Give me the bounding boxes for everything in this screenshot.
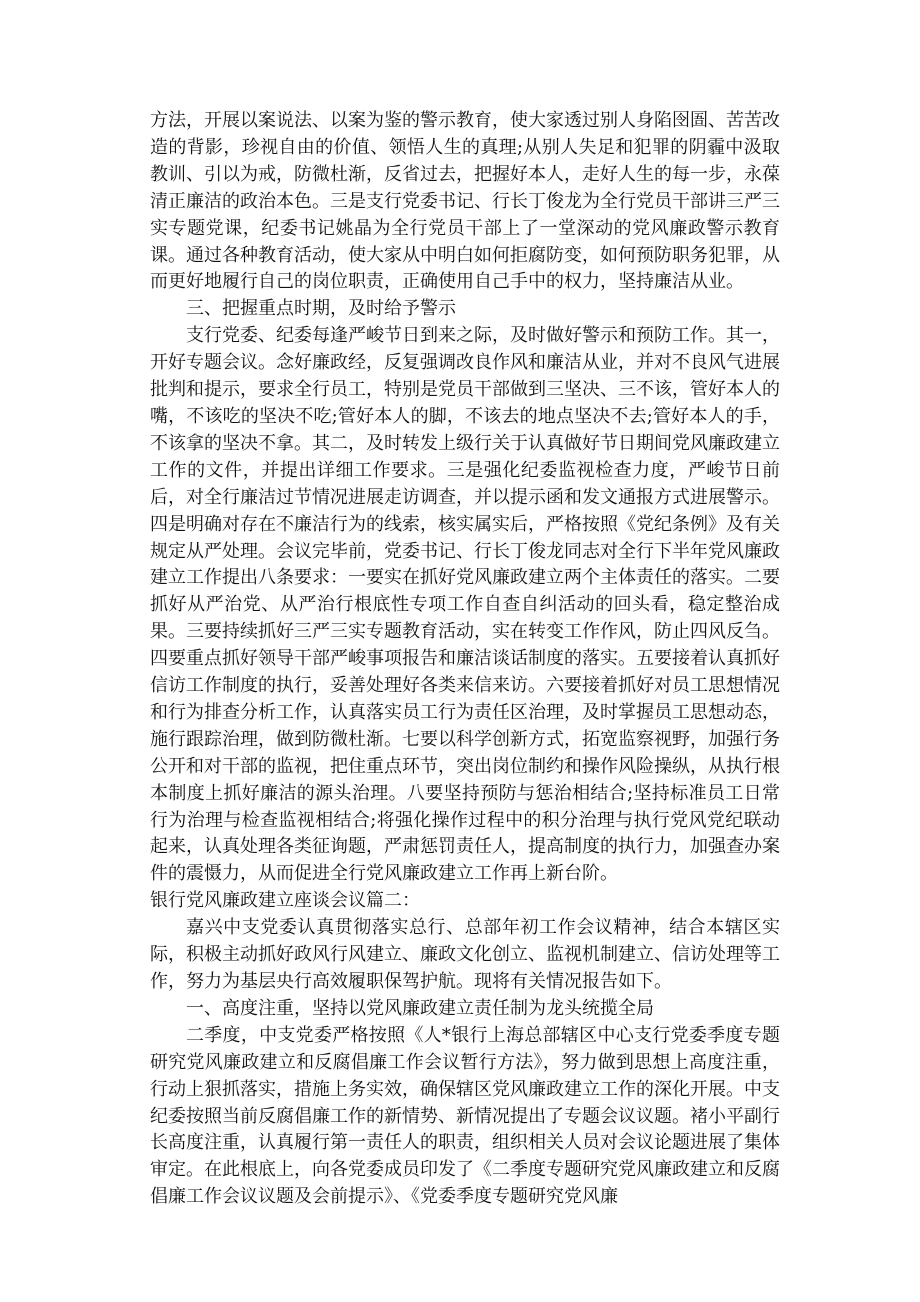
- section-heading-3: 三、把握重点时期，及时给予警示: [186, 298, 456, 320]
- paragraph-3: 嘉兴中支党委认真贯彻落实总行、总部年初工作会议精神，结合本辖区实际，积极主动抓好政风行风建立、廉政文化创立、监视机制建立、信访处理等工作，努力为基层央行高效履职保驾护航。现将有关情况报告如下。: [150, 917, 780, 992]
- paragraph-1: 方法，开展以案说法、以案为鉴的警示教育，使大家透过别人身陷囹圄、苦苦改造的背影，珍视自由的价值、领悟人生的真理;从别人失足和犯罪的阴霾中汲取教训、引以为戒，防微杜渐，反省过去，把握好本人，走好人生的每一步，永葆清正廉洁的政治本色。三是支行党委书记、行长丁俊龙为全行党员干部讲三严三实专题党课，纪委书记姚晶为全行党员干部上了一堂深动的党风廉政警示教育课。通过各种教育活动，使大家从中明白如何拒腐防变，如何预防职务犯罪，从而更好地履行自己的岗位职责，正确使用自己手中的权力，坚持廉洁从业。: [150, 110, 780, 293]
- document-body: [150, 108, 780, 1211]
- section-heading-1: 一、高度注重，坚持以党风廉政建立责任制为龙头统揽全局: [186, 997, 654, 1019]
- paragraph-4: 二季度，中支党委严格按照《人*银行上海总部辖区中心支行党委季度专题研究党风廉政建立和反腐倡廉工作会议暂行方法》，努力做到思想上高度注重，行动上狠抓落实，措施上务实效，确保辖区党风廉政建立工作的深化开展。中支纪委按照当前反腐倡廉工作的新情势、新情况提出了专题会议议题。褚小平副行长高度注重，认真履行第一责任人的职责，组织相关人员对会议论题进展了集体审定。在此根底上，向各党委成员印发了《二季度专题研究党风廉政建立和反腐倡廉工作会议议题及会前提示》、《党委季度专题研究党风廉: [150, 1024, 780, 1208]
- paragraph-2: 支行党委、纪委每逢严峻节日到来之际，及时做好警示和预防工作。其一，开好专题会议。念好廉政经，反复强调改良作风和廉洁从业，并对不良风气进展批判和提示，要求全行员工，特别是党员干部做到三坚决、三不该，管好本人的嘴，不该吃的坚决不吃;管好本人的脚，不该去的地点坚决不去;管好本人的手，不该拿的坚决不拿。其二，及时转发上级行关于认真做好节日期间党风廉政建立工作的文件，并提出详细工作要求。三是强化纪委监视检查力度，严峻节日前后，对全行廉洁过节情况进展走访调查，并以提示函和发文通报方式进展警示。四是明确对存在不廉洁行为的线索，核实属实后，严格按照《党纪条例》及有关规定从严处理。会议完毕前，党委书记、行长丁俊龙同志对全行下半年党风廉政建立工作提出八条要求：一要实在抓好党风廉政建立两个主体责任的落实。二要抓好从严治党、从严治行根底性专项工作自查自纠活动的回头看，稳定整治成果。三要持续抓好三严三实专题教育活动，实在转变工作作风，防止四风反刍。四要重点抓好领导干部严峻事项报告和廉洁谈话制度的落实。五要接着认真抓好信访工作制度的执行，妥善处理好各类来信来访。六要接着抓好对员工思想情况和行为排查分析工作，认真落实员工行为责任区治理，及时掌握员工思想动态，施行跟踪治理，做到防微杜渐。七要以科学创新方式，拓宽监察视野，加强行务公开和对干部的监视，把住重点环节，突出岗位制约和操作风险操纵，从执行根本制度上抓好廉洁的源头治理。八要坚持预防与惩治相结合;坚持标准员工日常行为治理与检查监视相结合;将强化操作过程中的积分治理与执行党风党纪联动起来，认真处理各类征询题，严肃惩罚责任人，提高制度的执行力，加强查办案件的震慑力，从而促进全行党风廉政建立工作再上新台阶。: [150, 325, 780, 885]
- article-title-part-2: 银行党风廉政建立座谈会议篇二：: [150, 890, 420, 912]
